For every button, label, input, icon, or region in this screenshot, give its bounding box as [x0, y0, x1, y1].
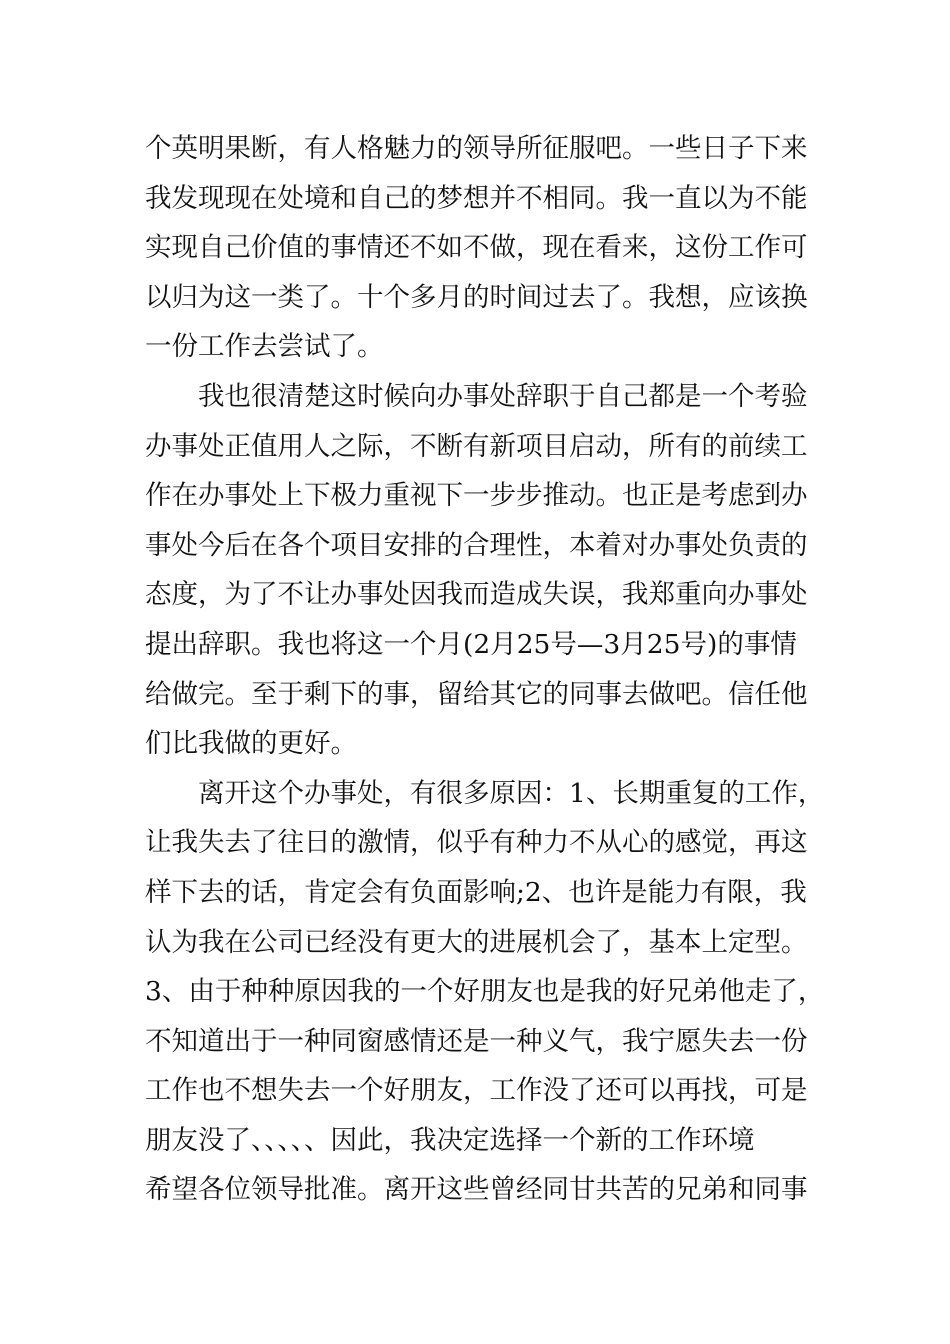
text-line: 们比我做的更好。: [145, 728, 357, 760]
text-line: 离开这个办事处，有很多原因：1、长期重复的工作，: [145, 777, 825, 809]
text-line: 认为我在公司已经没有更大的进展机会了，基本上定型。: [145, 926, 808, 958]
text-line: 作在办事处上下极力重视下一步步推动。也正是考虑到办: [145, 480, 808, 512]
text-line: 一份工作去尝试了。: [145, 331, 384, 363]
text-line: 办事处正值用人之际，不断有新项目启动，所有的前续工: [145, 430, 808, 462]
text-line: 样下去的话，肯定会有负面影响;2、也许是能力有限，我: [145, 876, 807, 908]
text-line: 让我失去了往日的激情，似乎有种力不从心的感觉，再这: [145, 827, 808, 859]
text-line: 事处今后在各个项目安排的合理性，本着对办事处负责的: [145, 529, 808, 561]
text-line: 我也很清楚这时候向办事处辞职于自己都是一个考验: [145, 380, 808, 412]
text-line: 个英明果断，有人格魅力的领导所征服吧。一些日子下来: [145, 133, 808, 164]
text-line: 给做完。至于剩下的事，留给其它的同事去做吧。信任他: [145, 678, 808, 710]
text-line: 不知道出于一种同窗感情还是一种义气，我宁愿失去一份: [145, 1025, 808, 1057]
text-line: 朋友没了、、、、、因此，我决定选择一个新的工作环境: [145, 1124, 755, 1156]
text-line: 以归为这一类了。十个多月的时间过去了。我想，应该换: [145, 281, 808, 313]
text-line: 我发现现在处境和自己的梦想并不相同。我一直以为不能: [145, 182, 808, 214]
document-body: [145, 124, 845, 1215]
text-line: 工作也不想失去一个好朋友，工作没了还可以再找，可是: [145, 1075, 808, 1107]
text-line: 希望各位领导批准。离开这些曾经同甘共苦的兄弟和同事: [145, 1174, 808, 1206]
text-line: 实现自己价值的事情还不如不做，现在看来，这份工作可: [145, 232, 808, 264]
text-line: 态度，为了不让办事处因我而造成失误，我郑重向办事处: [145, 579, 808, 611]
text-line: 提出辞职。我也将这一个月(2月25号—3月25号)的事情: [145, 628, 797, 660]
text-line: 3、由于种种原因我的一个好朋友也是我的好兄弟他走了，: [145, 976, 825, 1008]
